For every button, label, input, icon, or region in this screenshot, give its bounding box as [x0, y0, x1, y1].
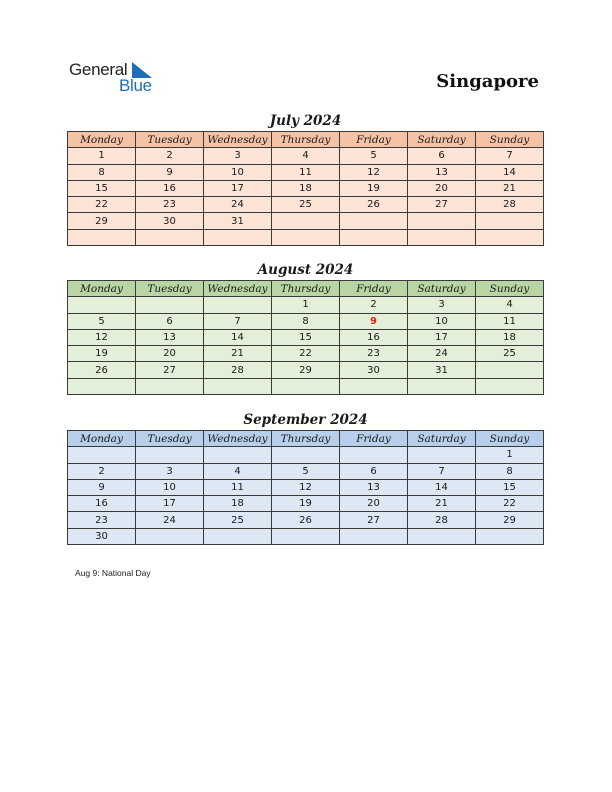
week-row: [68, 180, 544, 196]
empty-day-cell: [408, 528, 476, 544]
day-cell: 1: [68, 148, 136, 164]
day-cell: 8: [476, 463, 544, 479]
day-cell: 19: [68, 346, 136, 362]
day-cell: 4: [272, 148, 340, 164]
empty-day-cell: [340, 378, 408, 394]
weekday-header: Tuesday: [136, 431, 204, 447]
empty-day-cell: [136, 528, 204, 544]
day-cell: 3: [204, 148, 272, 164]
empty-day-cell: [476, 378, 544, 394]
day-cell: 11: [476, 313, 544, 329]
day-cell: 14: [476, 164, 544, 180]
day-cell: 30: [340, 362, 408, 378]
weekday-header: Friday: [340, 132, 408, 148]
day-cell: 30: [68, 528, 136, 544]
day-cell: 9: [68, 479, 136, 495]
week-row: [68, 496, 544, 512]
weekday-header: Tuesday: [136, 132, 204, 148]
empty-day-cell: [136, 447, 204, 463]
day-cell: 26: [340, 197, 408, 213]
week-row: [68, 164, 544, 180]
day-cell: 20: [408, 180, 476, 196]
day-cell: 1: [476, 447, 544, 463]
empty-day-cell: [204, 447, 272, 463]
day-cell: 27: [408, 197, 476, 213]
day-cell: 10: [204, 164, 272, 180]
generalblue-logo: [69, 60, 169, 96]
month-title: July 2024: [269, 113, 342, 129]
empty-day-cell: [408, 229, 476, 245]
day-cell: 23: [340, 346, 408, 362]
week-row: [68, 148, 544, 164]
week-row: [68, 378, 544, 394]
day-cell: 7: [408, 463, 476, 479]
day-cell: 4: [204, 463, 272, 479]
day-cell: 12: [340, 164, 408, 180]
weekday-header: Monday: [68, 431, 136, 447]
week-row: [68, 528, 544, 544]
empty-day-cell: [272, 229, 340, 245]
day-cell: 28: [408, 512, 476, 528]
day-cell: 28: [476, 197, 544, 213]
holiday-day-cell: 9: [340, 313, 408, 329]
day-cell: 27: [136, 362, 204, 378]
day-cell: 22: [272, 346, 340, 362]
empty-day-cell: [204, 297, 272, 313]
day-cell: 31: [204, 213, 272, 229]
weekday-header: Thursday: [272, 281, 340, 297]
empty-day-cell: [408, 213, 476, 229]
day-cell: 28: [204, 362, 272, 378]
day-cell: 19: [272, 496, 340, 512]
day-cell: 21: [204, 346, 272, 362]
day-cell: 15: [272, 329, 340, 345]
day-cell: 18: [272, 180, 340, 196]
day-cell: 24: [408, 346, 476, 362]
day-cell: 24: [204, 197, 272, 213]
day-cell: 1: [272, 297, 340, 313]
day-cell: 29: [476, 512, 544, 528]
day-cell: 14: [408, 479, 476, 495]
week-row: [68, 313, 544, 329]
day-cell: 25: [476, 346, 544, 362]
day-cell: 21: [408, 496, 476, 512]
day-cell: 9: [136, 164, 204, 180]
empty-day-cell: [340, 447, 408, 463]
empty-day-cell: [68, 447, 136, 463]
weekday-header: Monday: [68, 132, 136, 148]
empty-day-cell: [136, 378, 204, 394]
day-cell: 2: [340, 297, 408, 313]
day-cell: 20: [136, 346, 204, 362]
day-cell: 17: [204, 180, 272, 196]
week-row: [68, 229, 544, 245]
day-cell: 25: [204, 512, 272, 528]
day-cell: 5: [272, 463, 340, 479]
logo-text-blue: Blue: [119, 76, 152, 95]
day-cell: 16: [136, 180, 204, 196]
day-cell: 24: [136, 512, 204, 528]
day-cell: 6: [408, 148, 476, 164]
weekday-header-row: [68, 281, 544, 297]
empty-day-cell: [476, 229, 544, 245]
day-cell: 4: [476, 297, 544, 313]
day-cell: 21: [476, 180, 544, 196]
week-row: [68, 447, 544, 463]
month-block-july: [67, 111, 544, 246]
empty-day-cell: [204, 229, 272, 245]
weekday-header: Saturday: [408, 132, 476, 148]
week-row: [68, 197, 544, 213]
day-cell: 2: [68, 463, 136, 479]
weekday-header-row: [68, 132, 544, 148]
calendar-table: [67, 280, 544, 395]
day-cell: 2: [136, 148, 204, 164]
day-cell: 7: [204, 313, 272, 329]
day-cell: 5: [68, 313, 136, 329]
day-cell: 7: [476, 148, 544, 164]
week-row: [68, 297, 544, 313]
day-cell: 17: [408, 329, 476, 345]
empty-day-cell: [340, 528, 408, 544]
empty-day-cell: [204, 528, 272, 544]
empty-day-cell: [68, 229, 136, 245]
empty-day-cell: [272, 447, 340, 463]
day-cell: 8: [68, 164, 136, 180]
holiday-note: Aug 9: National Day: [75, 568, 151, 578]
weekday-header: Saturday: [408, 281, 476, 297]
weekday-header-row: [68, 431, 544, 447]
day-cell: 29: [272, 362, 340, 378]
day-cell: 15: [68, 180, 136, 196]
day-cell: 22: [476, 496, 544, 512]
day-cell: 11: [272, 164, 340, 180]
day-cell: 14: [204, 329, 272, 345]
day-cell: 12: [272, 479, 340, 495]
empty-day-cell: [272, 528, 340, 544]
weekday-header: Thursday: [272, 132, 340, 148]
empty-day-cell: [136, 229, 204, 245]
weekday-header: Tuesday: [136, 281, 204, 297]
empty-day-cell: [272, 378, 340, 394]
day-cell: 26: [272, 512, 340, 528]
day-cell: 8: [272, 313, 340, 329]
day-cell: 13: [136, 329, 204, 345]
month-title: September 2024: [243, 412, 368, 428]
empty-day-cell: [272, 213, 340, 229]
weekday-header: Monday: [68, 281, 136, 297]
weekday-header: Wednesday: [204, 431, 272, 447]
weekday-header: Wednesday: [204, 281, 272, 297]
weekday-header: Wednesday: [204, 132, 272, 148]
day-cell: 6: [136, 313, 204, 329]
day-cell: 23: [68, 512, 136, 528]
week-row: [68, 362, 544, 378]
day-cell: 5: [340, 148, 408, 164]
empty-day-cell: [340, 213, 408, 229]
weekday-header: Sunday: [476, 431, 544, 447]
day-cell: 17: [136, 496, 204, 512]
month-block-september: [67, 410, 544, 545]
day-cell: 19: [340, 180, 408, 196]
day-cell: 3: [408, 297, 476, 313]
empty-day-cell: [476, 213, 544, 229]
day-cell: 31: [408, 362, 476, 378]
weekday-header: Friday: [340, 431, 408, 447]
day-cell: 25: [272, 197, 340, 213]
week-row: [68, 329, 544, 345]
day-cell: 13: [408, 164, 476, 180]
day-cell: 27: [340, 512, 408, 528]
weekday-header: Friday: [340, 281, 408, 297]
month-title: August 2024: [257, 262, 354, 278]
empty-day-cell: [476, 362, 544, 378]
week-row: [68, 463, 544, 479]
day-cell: 6: [340, 463, 408, 479]
day-cell: 18: [476, 329, 544, 345]
calendar-table: [67, 131, 544, 246]
month-block-august: [67, 260, 544, 395]
holiday-notes: [75, 568, 151, 578]
week-row: [68, 346, 544, 362]
day-cell: 16: [340, 329, 408, 345]
day-cell: 16: [68, 496, 136, 512]
weekday-header: Sunday: [476, 132, 544, 148]
day-cell: 3: [136, 463, 204, 479]
empty-day-cell: [204, 378, 272, 394]
week-row: [68, 213, 544, 229]
logo-text-general: General: [69, 60, 128, 79]
day-cell: 22: [68, 197, 136, 213]
weekday-header: Sunday: [476, 281, 544, 297]
weekday-header: Thursday: [272, 431, 340, 447]
day-cell: 18: [204, 496, 272, 512]
day-cell: 23: [136, 197, 204, 213]
week-row: [68, 479, 544, 495]
empty-day-cell: [68, 297, 136, 313]
empty-day-cell: [340, 229, 408, 245]
day-cell: 10: [408, 313, 476, 329]
empty-day-cell: [408, 378, 476, 394]
calendar-table: [67, 430, 544, 545]
week-row: [68, 512, 544, 528]
day-cell: 12: [68, 329, 136, 345]
empty-day-cell: [68, 378, 136, 394]
empty-day-cell: [476, 528, 544, 544]
day-cell: 11: [204, 479, 272, 495]
day-cell: 10: [136, 479, 204, 495]
country-title: Singapore: [436, 71, 539, 92]
day-cell: 15: [476, 479, 544, 495]
day-cell: 13: [340, 479, 408, 495]
empty-day-cell: [408, 447, 476, 463]
day-cell: 30: [136, 213, 204, 229]
day-cell: 26: [68, 362, 136, 378]
weekday-header: Saturday: [408, 431, 476, 447]
empty-day-cell: [136, 297, 204, 313]
day-cell: 20: [340, 496, 408, 512]
day-cell: 29: [68, 213, 136, 229]
